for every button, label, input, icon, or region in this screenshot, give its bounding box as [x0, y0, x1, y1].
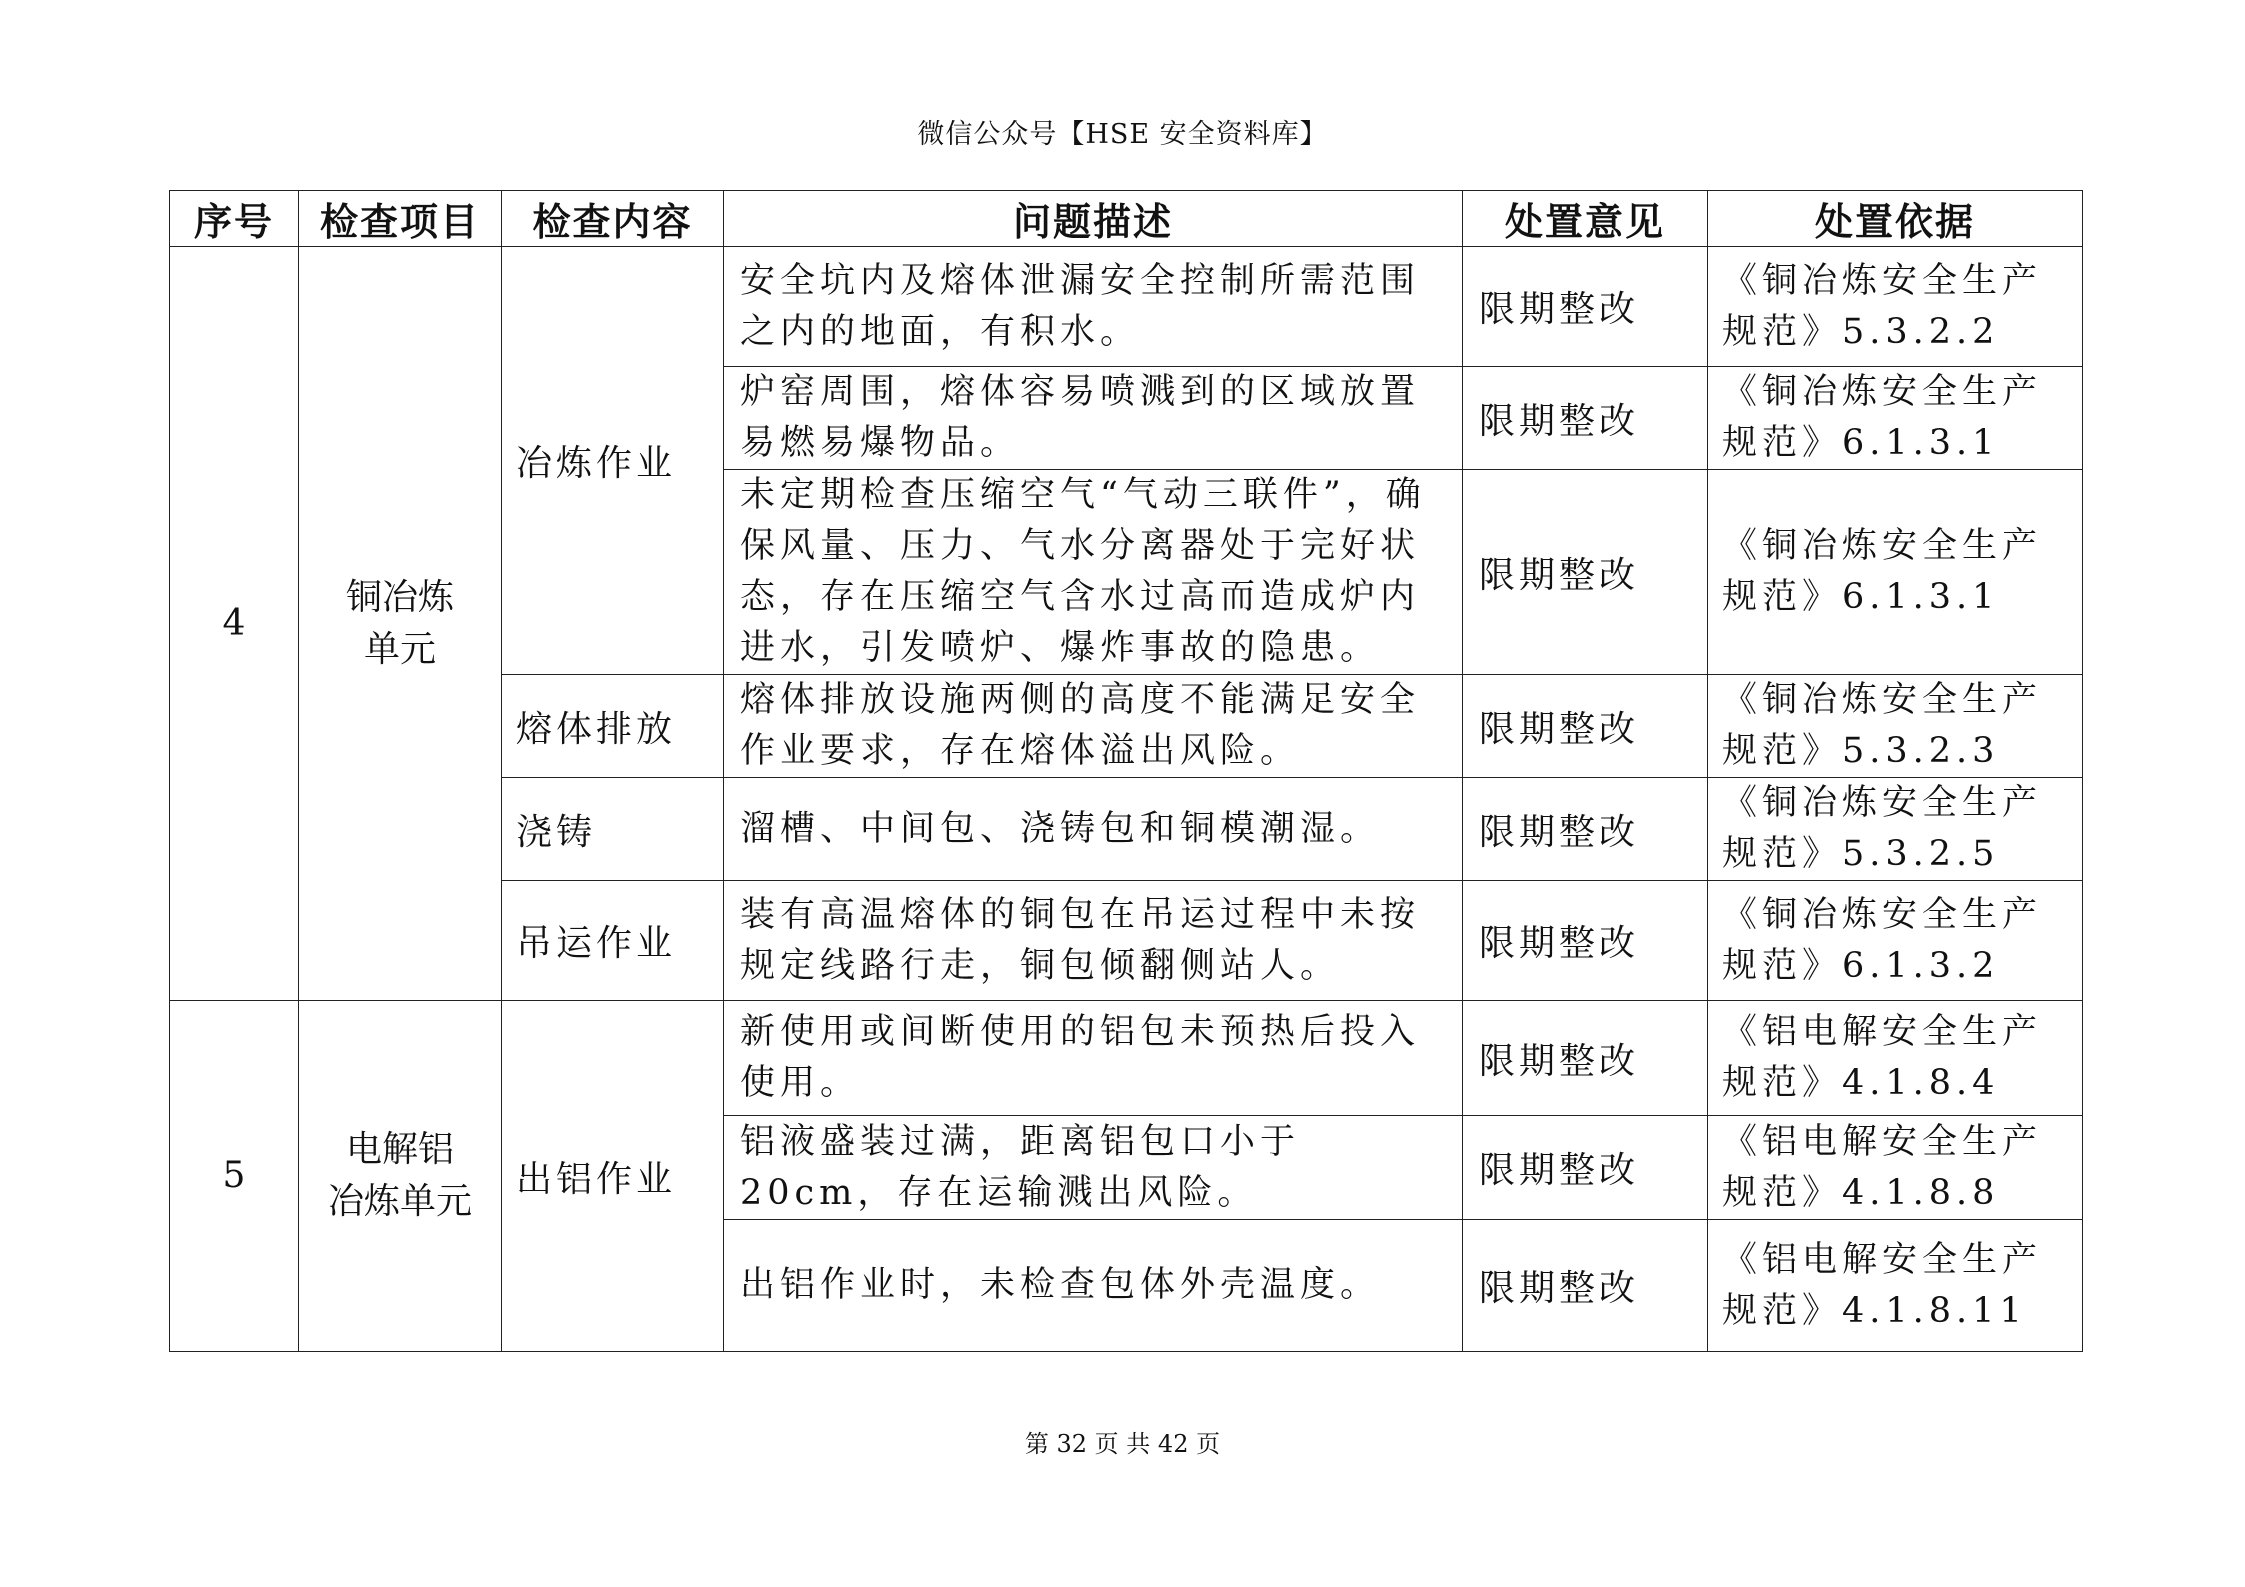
opinion-cell: 限期整改 — [1463, 1220, 1708, 1352]
description-cell: 装有高温熔体的铜包在吊运过程中未按规定线路行走，铜包倾翻侧站人。 — [724, 881, 1463, 1001]
basis-cell: 《铝电解安全生产规范》4.1.8.8 — [1708, 1116, 2083, 1220]
column-header-item: 检查项目 — [299, 191, 502, 247]
basis-cell: 《铝电解安全生产规范》4.1.8.4 — [1708, 1001, 2083, 1116]
item-label-line1: 电解铝 — [345, 1129, 454, 1170]
seq-cell: 5 — [170, 1001, 299, 1352]
column-header-description: 问题描述 — [724, 191, 1463, 247]
opinion-cell: 限期整改 — [1463, 1116, 1708, 1220]
item-label-line1: 铜冶炼 — [345, 576, 454, 618]
opinion-cell: 限期整改 — [1463, 367, 1708, 470]
table-row — [170, 247, 2083, 367]
item-label-line2: 冶炼单元 — [327, 1181, 472, 1222]
item-label-line2: 单元 — [363, 628, 436, 670]
inspection-table — [169, 190, 2083, 1352]
item-cell — [299, 247, 502, 1001]
opinion-cell: 限期整改 — [1463, 247, 1708, 367]
basis-cell: 《铜冶炼安全生产规范》5.3.2.5 — [1708, 778, 2083, 881]
seq-cell: 4 — [170, 247, 299, 1001]
page-header: 微信公众号【HSE 安全资料库】 — [917, 119, 1328, 150]
description-cell: 安全坑内及熔体泄漏安全控制所需范围之内的地面，有积水。 — [724, 247, 1463, 367]
opinion-cell: 限期整改 — [1463, 675, 1708, 778]
column-header-seq: 序号 — [170, 191, 299, 247]
column-header-opinion: 处置意见 — [1463, 191, 1708, 247]
description-cell: 铝液盛装过满，距离铝包口小于20cm，存在运输溅出风险。 — [724, 1116, 1463, 1220]
opinion-cell: 限期整改 — [1463, 1001, 1708, 1116]
content-cell: 熔体排放 — [502, 675, 724, 778]
description-cell: 溜槽、中间包、浇铸包和铜模潮湿。 — [724, 778, 1463, 881]
basis-cell: 《铜冶炼安全生产规范》5.3.2.2 — [1708, 247, 2083, 367]
opinion-cell: 限期整改 — [1463, 881, 1708, 1001]
column-header-basis: 处置依据 — [1708, 191, 2083, 247]
column-header-content: 检查内容 — [502, 191, 724, 247]
description-cell: 熔体排放设施两侧的高度不能满足安全作业要求，存在熔体溢出风险。 — [724, 675, 1463, 778]
opinion-cell: 限期整改 — [1463, 778, 1708, 881]
basis-cell: 《铜冶炼安全生产规范》6.1.3.2 — [1708, 881, 2083, 1001]
description-cell: 炉窑周围，熔体容易喷溅到的区域放置易燃易爆物品。 — [724, 367, 1463, 470]
content-cell: 浇铸 — [502, 778, 724, 881]
basis-cell: 《铜冶炼安全生产规范》5.3.2.3 — [1708, 675, 2083, 778]
item-cell — [299, 1001, 502, 1352]
page-footer: 第 32 页 共 42 页 — [1024, 1430, 1221, 1458]
description-cell: 未定期检查压缩空气“气动三联件”，确保风量、压力、气水分离器处于完好状态，存在压缩空气含水过高而造成炉内进水，引发喷炉、爆炸事故的隐患。 — [724, 470, 1463, 675]
description-cell: 出铝作业时，未检查包体外壳温度。 — [724, 1220, 1463, 1352]
description-cell: 新使用或间断使用的铝包未预热后投入使用。 — [724, 1001, 1463, 1116]
basis-cell: 《铜冶炼安全生产规范》6.1.3.1 — [1708, 367, 2083, 470]
opinion-cell: 限期整改 — [1463, 470, 1708, 675]
content-cell: 出铝作业 — [502, 1001, 724, 1352]
table-header-row — [170, 191, 2083, 247]
content-cell: 吊运作业 — [502, 881, 724, 1001]
basis-cell: 《铜冶炼安全生产规范》6.1.3.1 — [1708, 470, 2083, 675]
table-row — [170, 1001, 2083, 1116]
basis-cell: 《铝电解安全生产规范》4.1.8.11 — [1708, 1220, 2083, 1352]
content-cell: 冶炼作业 — [502, 247, 724, 675]
